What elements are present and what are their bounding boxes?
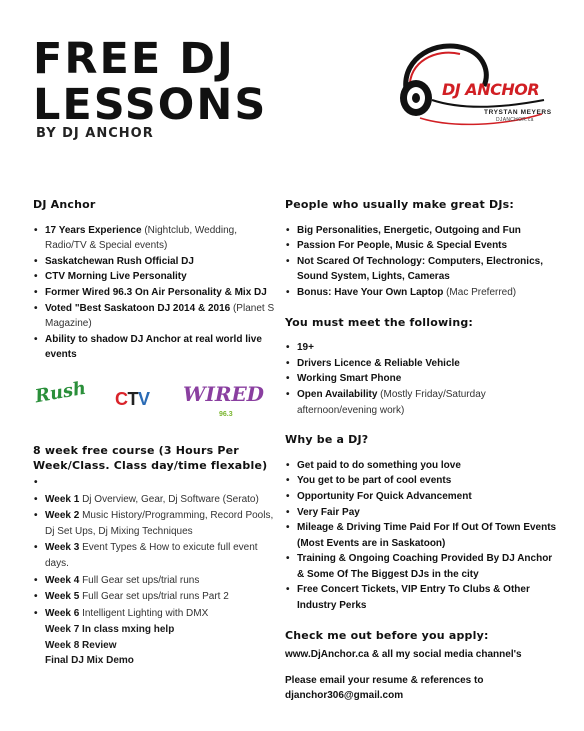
list-item: • Passion For People, Music & Special Events	[285, 238, 560, 254]
week-7: Week 7 In class mxing help	[45, 624, 175, 636]
rush-logo: Rush	[33, 377, 88, 408]
why-heading: Why be a DJ?	[285, 433, 369, 447]
byline: BY DJ ANCHOR	[36, 126, 154, 141]
list-item: • Mileage & Driving Time Paid For If Out Of Town Events (Most Events are in Saskatoon)	[285, 520, 560, 551]
list-item: • Voted "Best Saskatoon DJ 2014 & 2016 (Planet S Magazine)	[33, 301, 278, 332]
requirements-heading: You must meet the following:	[285, 315, 474, 329]
list-item: • Not Scared Of Technology: Computers, Electronics, Sound System, Lights, Cameras	[285, 254, 560, 285]
list-item: • Week 4 Full Gear set ups/trial runs	[33, 573, 278, 589]
course-heading: 8 week free course (3 Hours Per Week/Class. Class day/time flexable)	[33, 443, 268, 472]
list-item: • Bonus: Have Your Own Laptop (Mac Preferred)	[285, 285, 560, 301]
list-item: • You get to be part of cool events	[285, 473, 560, 489]
dj-anchor-heading: DJ Anchor	[33, 198, 96, 211]
logo-website: DJANCHOR.ca	[496, 117, 534, 123]
partner-logos	[33, 377, 278, 425]
list-item: • Working Smart Phone	[285, 371, 560, 387]
list-item: • Free Concert Tickets, VIP Entry To Clubs & Other Industry Perks	[285, 582, 560, 613]
left-column	[33, 197, 278, 669]
list-item: • Drivers Licence & Reliable Vehicle	[285, 356, 560, 372]
list-item: • Get paid to do something you love	[285, 458, 560, 474]
wired-frequency: 96.3	[219, 410, 233, 418]
list-item: • Training & Ongoing Coaching Provided By DJ Anchor & Some Of The Biggest DJs in the city	[285, 551, 560, 582]
list-item	[33, 475, 278, 491]
list-item: • Very Fair Pay	[285, 505, 560, 521]
list-item: • Opportunity For Quick Advancement	[285, 489, 560, 505]
wired-logo: WIRED	[183, 381, 265, 406]
list-item: • 19+	[285, 340, 560, 356]
credentials-list	[33, 223, 278, 363]
logo-wordmark: DJ ANCHOR	[442, 80, 540, 99]
requirements-list	[285, 340, 560, 418]
email-heading: Please email your resume & references to	[285, 674, 484, 686]
list-item: • Week 6 Intelligent Lighting with DMX	[33, 606, 278, 622]
logo-owner: TRYSTAN MEYERS	[484, 109, 552, 116]
list-item: • Week 3 Event Types & How to exicute full event days.	[33, 540, 278, 571]
ctv-logo: CTV	[115, 388, 150, 409]
list-item: • Former Wired 96.3 On Air Personality & Mix DJ	[33, 285, 278, 301]
email-address[interactable]: djanchor306@gmail.com	[285, 690, 404, 702]
list-item: • Open Availability (Mostly Friday/Saturday afternoon/evening work)	[285, 387, 560, 418]
contact-heading: Check me out before you apply:	[285, 628, 489, 642]
list-item: • Big Personalities, Energetic, Outgoing and Fun	[285, 223, 560, 239]
dj-anchor-logo	[392, 38, 552, 130]
list-item: • Week 1 Dj Overview, Gear, Dj Software (Serato)	[33, 492, 278, 508]
great-djs-list	[285, 223, 560, 301]
list-item: • Saskatchewan Rush Official DJ	[33, 254, 278, 270]
list-item: • CTV Morning Live Personality	[33, 269, 278, 285]
right-column	[285, 197, 560, 704]
course-section	[33, 443, 278, 669]
title-line-2: LESSONS	[33, 80, 268, 130]
list-item: • 17 Years Experience (Nightclub, Wedding, Radio/TV & Special events)	[33, 223, 278, 254]
list-item: • Ability to shadow DJ Anchor at real world live events	[33, 332, 278, 363]
weeks-list	[33, 475, 278, 621]
title-line-1: FREE DJ	[33, 34, 235, 84]
page-title	[33, 36, 267, 128]
final-demo: Final DJ Mix Demo	[45, 655, 134, 667]
why-list	[285, 458, 560, 614]
week-8: Week 8 Review	[45, 639, 117, 651]
great-djs-heading: People who usually make great DJs:	[285, 198, 515, 211]
list-item: • Week 5 Full Gear set ups/trial runs Part 2	[33, 589, 278, 605]
website-links[interactable]: www.DjAnchor.ca & all my social media channel's	[285, 649, 522, 661]
list-item: • Week 2 Music History/Programming, Record Pools, Dj Set Ups, Dj Mixing Techniques	[33, 508, 278, 539]
